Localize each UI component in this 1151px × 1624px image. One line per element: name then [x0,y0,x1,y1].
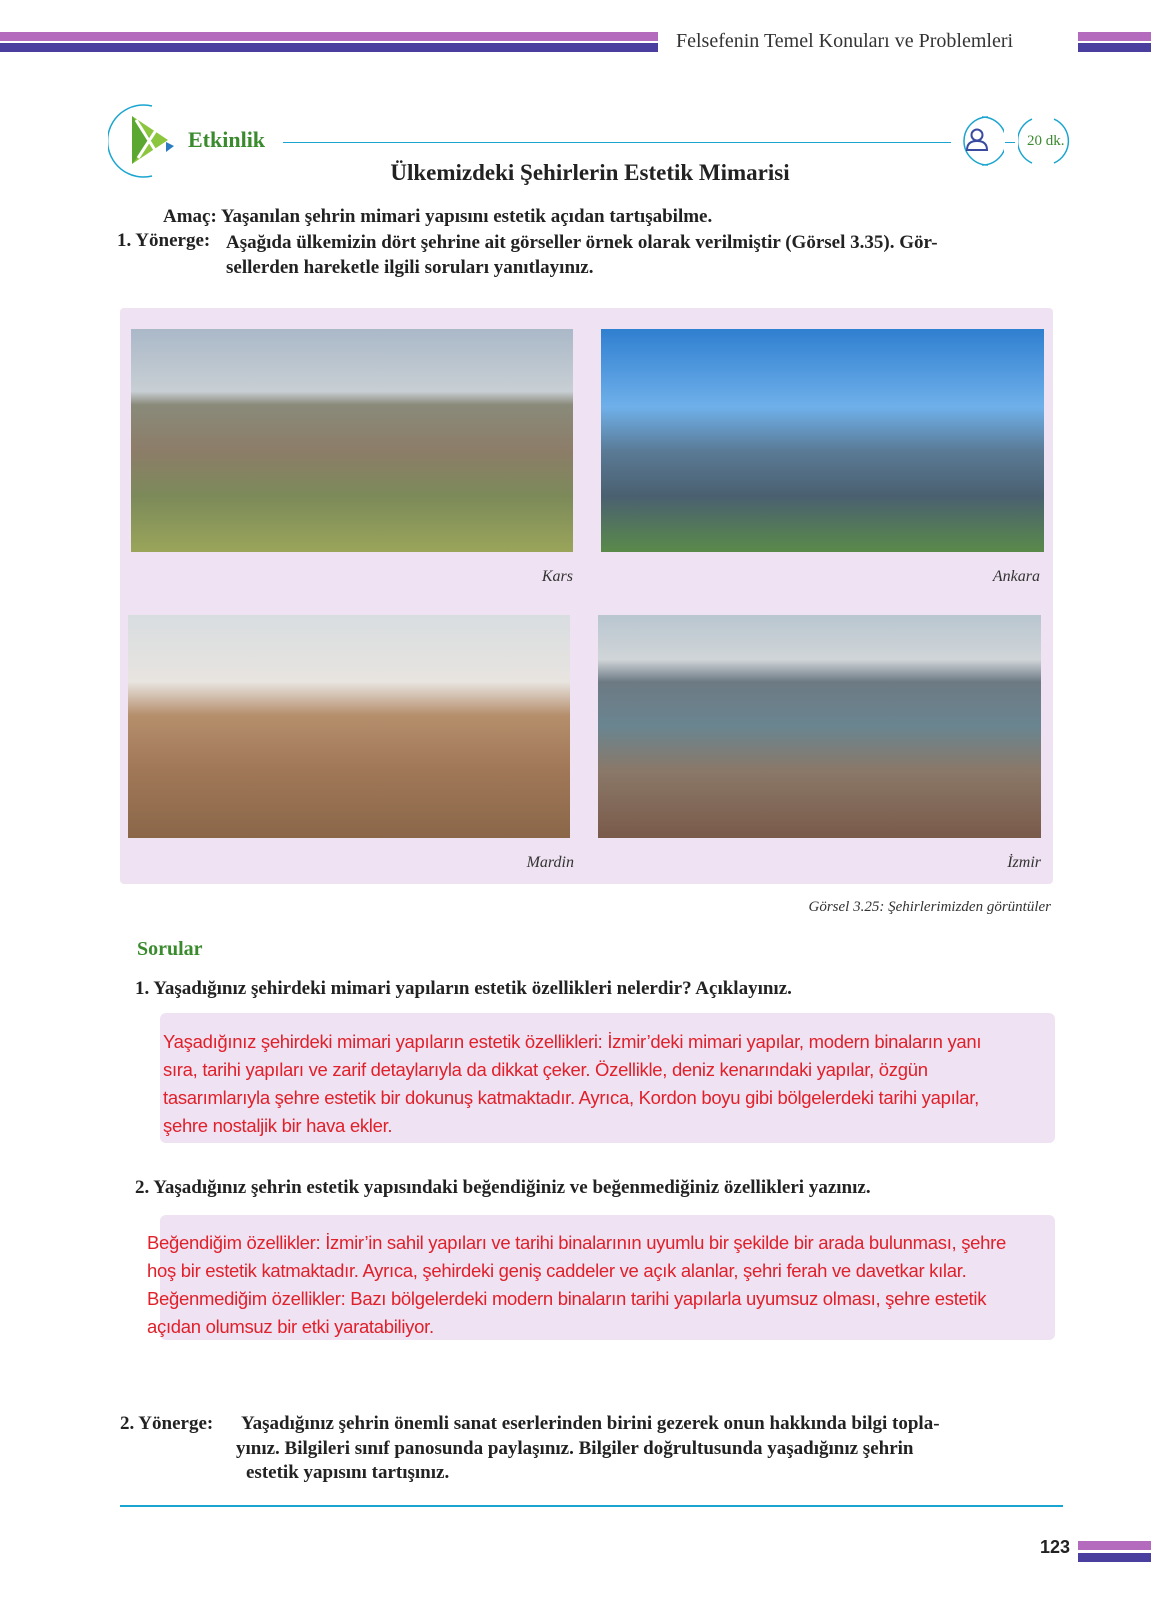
caption-izmir: İzmir [1007,854,1041,871]
instruction1-label: 1. Yönerge: [117,230,211,251]
instruction2-line-1: Yaşadığınız şehrin önemli sanat eserlerinden birini gezerek onun hakkında bilgi topla- [241,1413,940,1434]
header-bar-blue [0,43,658,52]
instruction1-text: Aşağıda ülkemizin dört şehrine ait görseller örnek olarak verilmiştir (Görsel 3.35). Gör- sellerden hareketle ilgili soruları yanıtlayınız. [226,232,938,278]
caption-mardin: Mardin [526,854,574,871]
aim [163,206,712,228]
answer-2: Beğendiğim özellikler: İzmir’in sahil yapıları ve tarihi binalarının uyumlu bir şekilde bir arada bulunması, şehre hoş bir estetik katmaktadır. Ayrıca, şehirdeki geniş caddeler ve açık alanlar, şehri ferah ve davetkar kılar. Beğenmediğim özellikler: Bazı bölgelerdeki modern binaların tarihi yapılarla uyumsuz olması, şehre estetik açıdan olumsuz bir etki yaratabiliyor. [147,1232,1007,1337]
instruction2-line-3: estetik yapısını tartışınız. [246,1462,450,1483]
footer-bar-blue [1078,1553,1151,1562]
caption-ankara: Ankara [992,568,1040,585]
chapter-title: Felsefenin Temel Konuları ve Problemleri [676,30,1014,52]
photo-ankara [601,329,1044,552]
photo-izmir [598,615,1041,838]
activity-rule [283,142,951,143]
question-2: 2. Yaşadığınız şehrin estetik yapısındaki beğendiğiniz ve beğenmediğiniz özellikleri yazınız. [135,1177,871,1198]
question-1: 1. Yaşadığınız şehirdeki mimari yapıların estetik özellikleri nelerdir? Açıklayınız. [135,978,792,999]
photo-mardin [128,615,570,838]
instruction2-label: 2. Yönerge: [120,1413,214,1434]
photo-kars [131,329,573,552]
footer-bar-purple [1078,1541,1151,1550]
header-bar-blue-right [1078,43,1151,52]
activity-title: Ülkemizdeki Şehirlerin Estetik Mimarisi [390,160,790,185]
aim-text: Yaşanılan şehrin mimari yapısını estetik açıdan tartışabilme. [220,206,713,227]
duration-dash [1005,142,1015,143]
activity-label: Etkinlik [188,127,266,152]
page-number: 123 [1040,1537,1071,1557]
caption-kars: Kars [541,568,573,585]
instruction2-line-2: yınız. Bilgileri sınıf panosunda paylaşınız. Bilgiler doğrultusunda yaşadığınız şehrin [236,1438,914,1459]
questions-heading: Sorular [137,938,203,960]
header-bar-purple [0,32,658,41]
figure-caption: Görsel 3.25: Şehirlerimizden görüntüler [808,899,1051,915]
answer-1: Yaşadığınız şehirdeki mimari yapıların estetik özellikleri: İzmir’deki mimari yapılar, modern binaların yanı sıra, tarihi yapıları ve zarif detaylarıyla da dikkat çeker. Özellikle, deniz kenarındaki yapılar, özgün tasarımlarıyla şehre estetik bir dokunuş katmaktadır. Ayrıca, Kordon boyu gibi bölgelerdeki tarihi yapılar, şehre nostaljik bir hava ekler. [163,1031,982,1136]
header-bar-purple-right [1078,32,1151,41]
duration-text: 20 dk. [1027,133,1065,149]
aim-label: Amaç: [163,206,217,227]
bottom-rule [120,1505,1063,1507]
